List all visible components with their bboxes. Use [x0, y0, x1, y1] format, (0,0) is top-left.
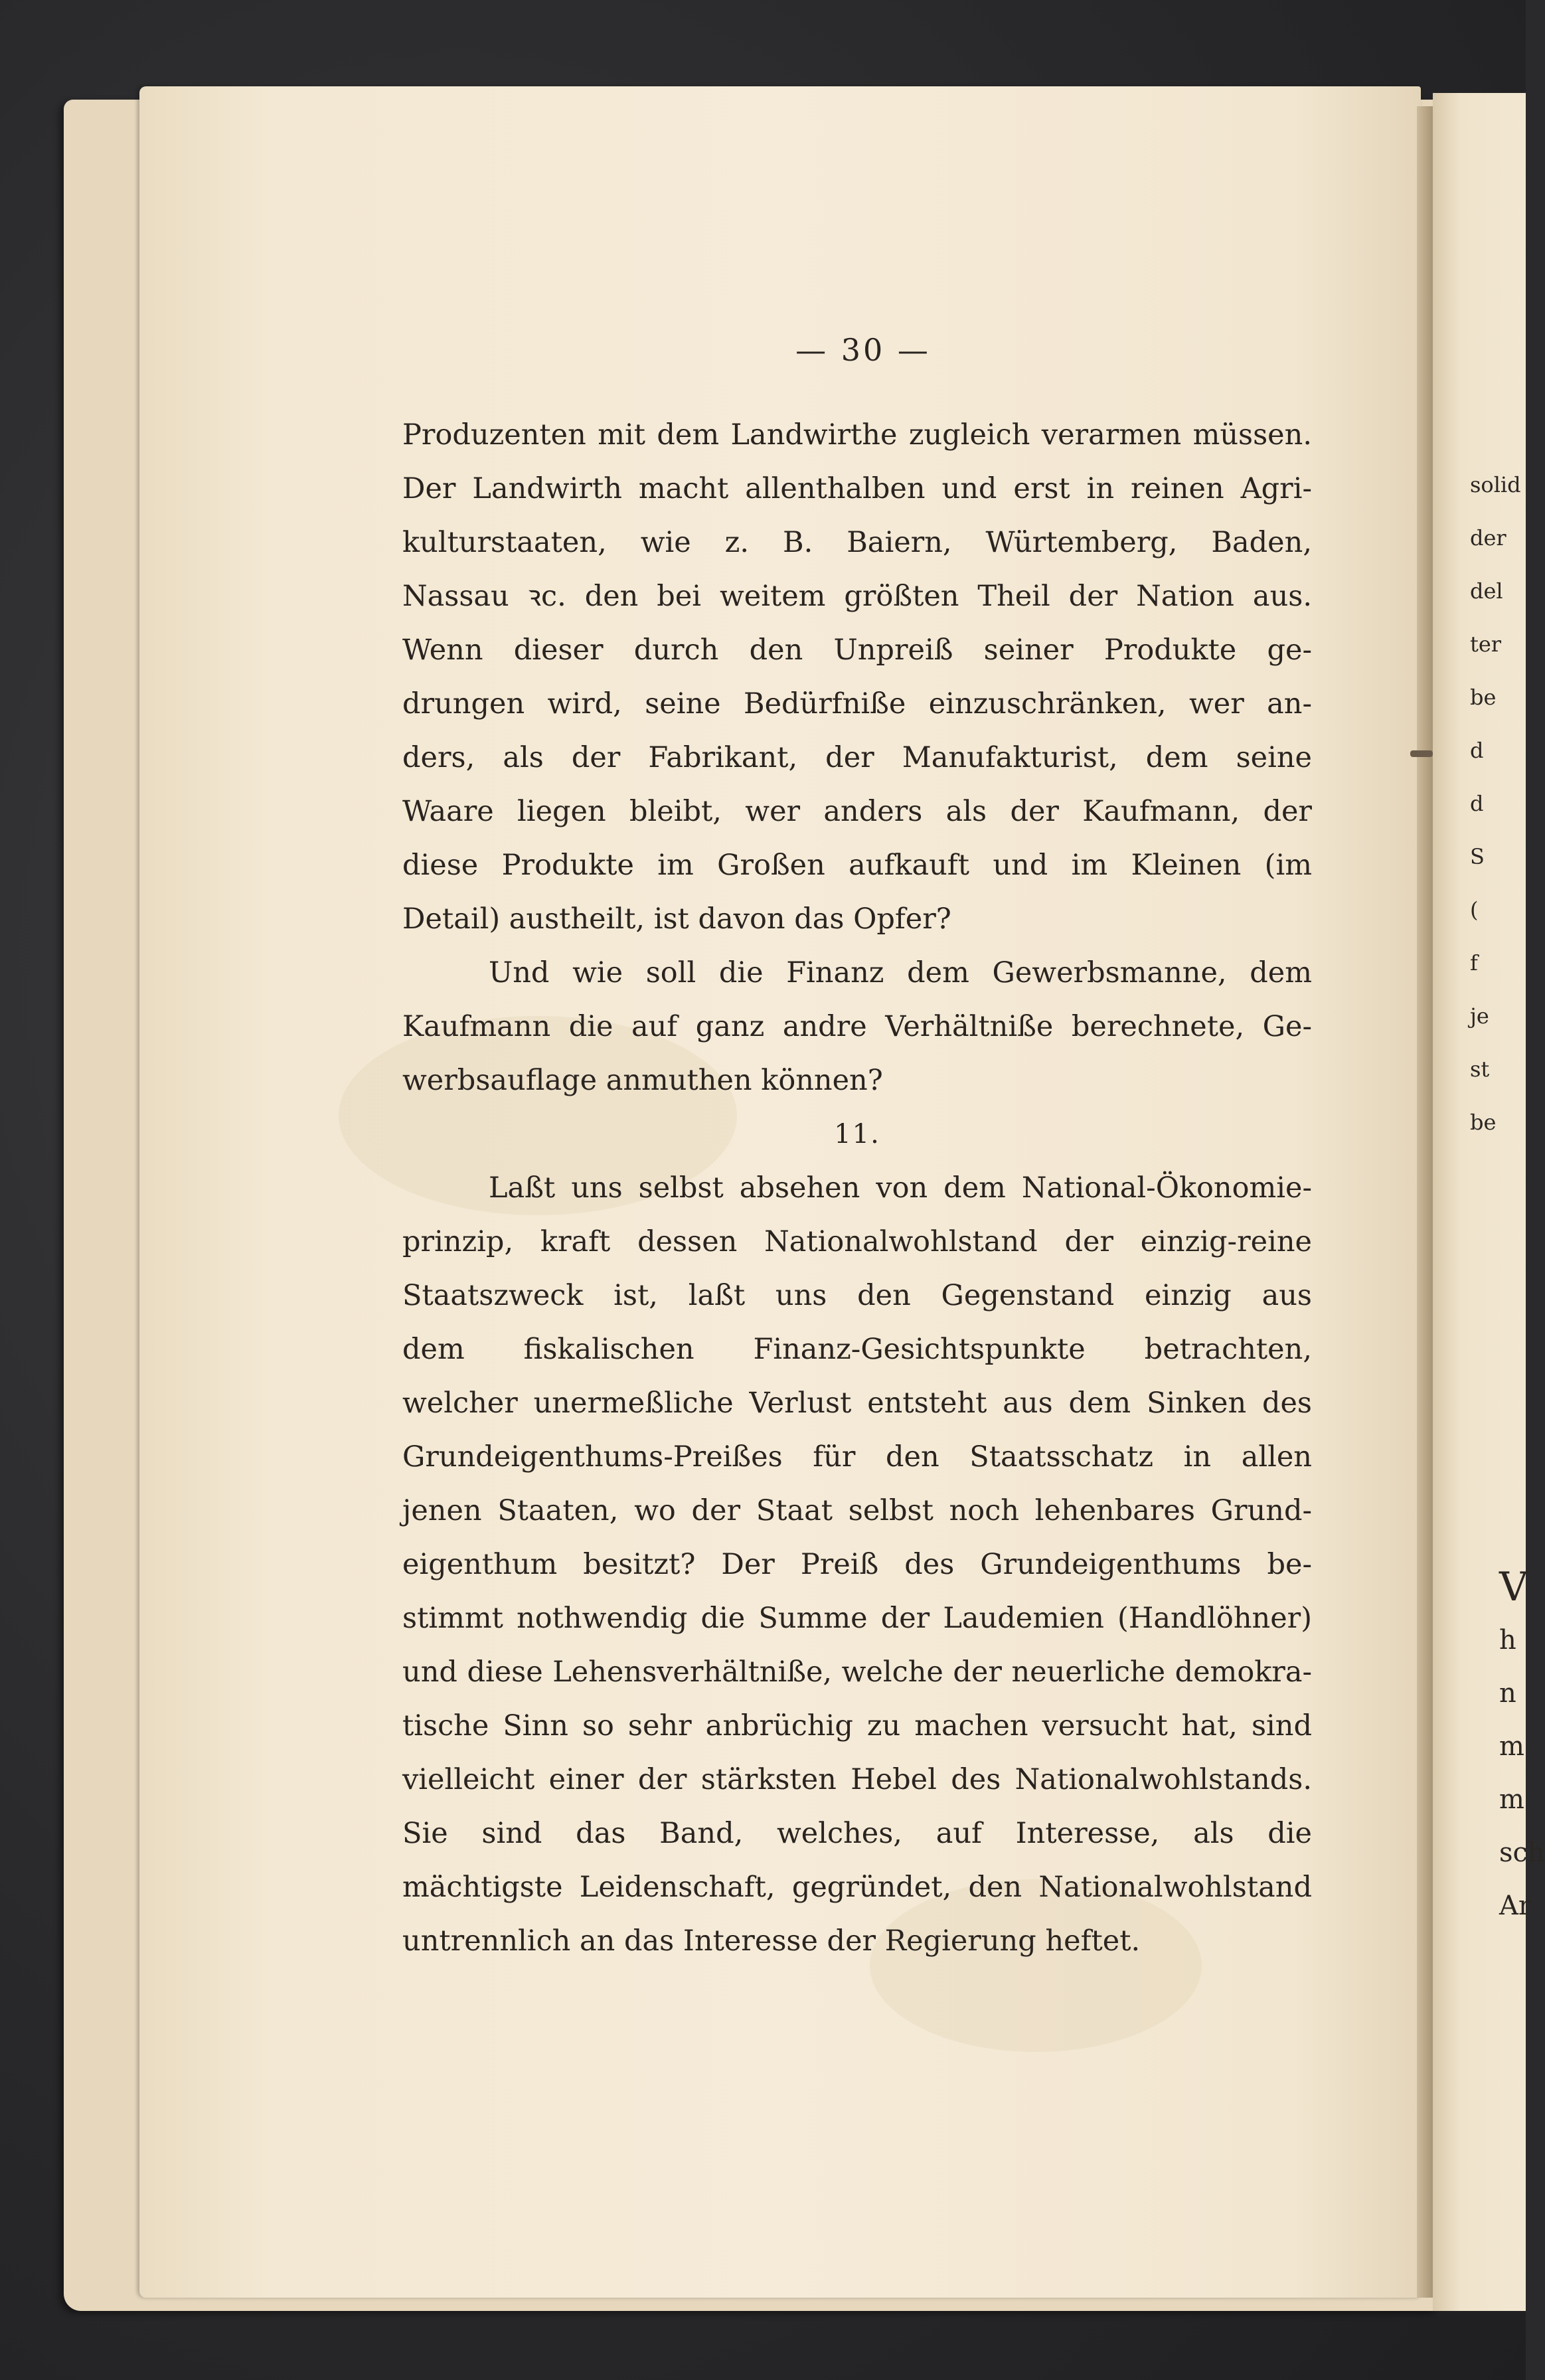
facing-page [1433, 93, 1545, 2311]
text-line: Produzenten mit dem Landwirthe zugleich verarmen müssen. [402, 418, 1312, 452]
text-line: Waare liegen bleibt, wer anders als der Kaufmann, der [402, 795, 1312, 828]
binding-thread [1410, 750, 1433, 757]
text-line: dem fiskalischen Finanz-Gesichtspunkte betrachten, [402, 1333, 1312, 1366]
facing-page-fragments [1470, 458, 1526, 1149]
fragment: der [1470, 525, 1506, 551]
fragment: S [1470, 844, 1485, 869]
fragment: je [1470, 1003, 1489, 1029]
fragment: del [1470, 578, 1503, 604]
text-line: stimmt nothwendig die Summe der Laudemien (Handlöhner) [402, 1602, 1312, 1635]
text-line: Sie sind das Band, welches, auf Interesse, als die [402, 1817, 1312, 1850]
fragment: sch [1499, 1837, 1545, 1868]
text-line: ders, als der Fabrikant, der Manufakturist, dem seine [402, 741, 1312, 774]
text-line: tische Sinn so sehr anbrüchig zu machen versucht hat, sind [402, 1709, 1312, 1742]
fragment: be [1470, 1110, 1497, 1135]
fragment: Ar [1499, 1891, 1532, 1921]
page-number: — 30 — [795, 332, 931, 368]
fragment: d [1470, 738, 1484, 763]
text-line: Staatszweck ist, laßt uns den Gegenstand einzig aus [402, 1279, 1312, 1312]
page-body [402, 408, 1312, 1968]
fragment: st [1470, 1057, 1490, 1082]
fragment: d [1470, 791, 1484, 816]
fragment: h [1499, 1625, 1516, 1656]
text-line: welcher unermeßliche Verlust entsteht aus dem Sinken des [402, 1387, 1312, 1420]
fragment: solid [1470, 472, 1521, 497]
text-line: Grundeigenthums-Preißes für den Staatsschatz in allen [402, 1440, 1312, 1474]
book-gutter [1417, 106, 1433, 2298]
facing-page-fragments-lower [1499, 1561, 1545, 1932]
text-line: und diese Lehensverhältniße, welche der neuerliche demokra- [402, 1656, 1312, 1689]
text-line: Detail) austheilt, ist davon das Opfer? [402, 902, 951, 936]
text-line: Kaufmann die auf ganz andre Verhältniße berechnete, Ge- [402, 1010, 1312, 1043]
text-line: jenen Staaten, wo der Staat selbst noch lehenbares Grund- [402, 1494, 1312, 1527]
fragment: f [1470, 950, 1478, 976]
section-number: 11. [834, 1119, 880, 1149]
text-line: mächtigste Leidenschaft, gegründet, den Nationalwohlstand [402, 1871, 1312, 1904]
text-line: Der Landwirth macht allenthalben und erst in reinen Agri- [402, 472, 1312, 505]
text-line: Nassau ꝛc. den bei weitem größten Theil der Nation aus. [402, 580, 1312, 613]
fragment: m [1499, 1784, 1524, 1815]
fragment: m [1499, 1731, 1524, 1762]
text-line: kulturstaaten, wie z. B. Baiern, Würtemberg, Baden, [402, 526, 1312, 559]
text-line: prinzip, kraft dessen Nationalwohlstand der einzig-reine [402, 1225, 1312, 1258]
fragment: n [1499, 1678, 1516, 1709]
text-line: vielleicht einer der stärksten Hebel des Nationalwohlstands. [402, 1763, 1312, 1796]
fragment: ( [1470, 897, 1479, 922]
text-line: untrennlich an das Interesse der Regierung heftet. [402, 1924, 1141, 1958]
text-line: Und wie soll die Finanz dem Gewerbsmanne, dem [489, 956, 1312, 989]
fragment: V [1499, 1564, 1528, 1610]
text-line: eigenthum besitzt? Der Preiß des Grundeigenthums be- [402, 1548, 1312, 1581]
text-line: Laßt uns selbst absehen von dem National-Ökonomie- [489, 1171, 1312, 1205]
text-line: drungen wird, seine Bedürfniße einzuschränken, wer an- [402, 687, 1312, 721]
text-line: Wenn dieser durch den Unpreiß seiner Produkte ge- [402, 634, 1312, 667]
fragment: ter [1470, 632, 1502, 657]
text-line: diese Produkte im Großen aufkauft und im Kleinen (im [402, 849, 1312, 882]
fragment: be [1470, 685, 1497, 710]
text-line: werbsauflage anmuthen können? [402, 1064, 883, 1097]
